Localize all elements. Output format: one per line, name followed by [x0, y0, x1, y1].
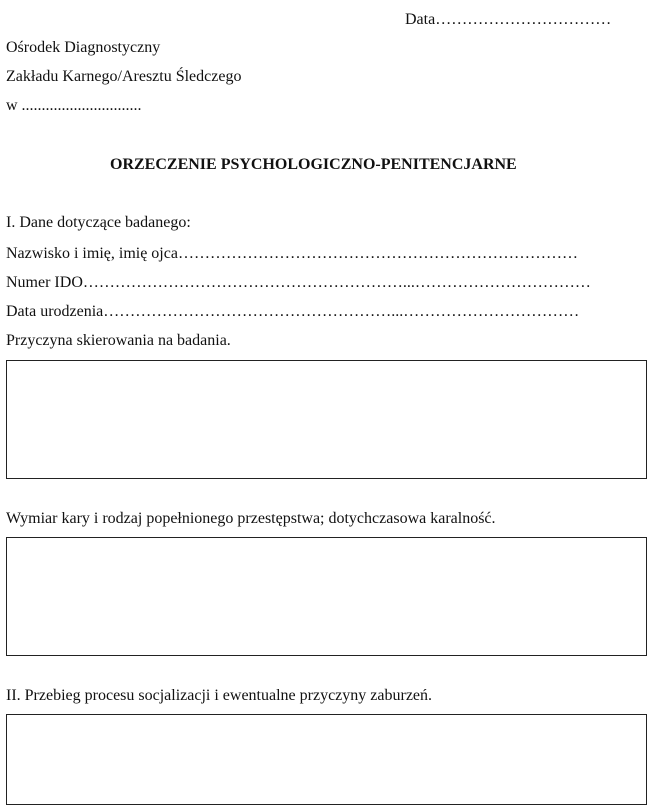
document-title: ORZECZENIE PSYCHOLOGICZNO-PENITENCJARNE [110, 156, 517, 173]
birth-date-field[interactable]: Data urodzenia………………………………………………...…………………………… [6, 303, 580, 320]
institution-name-line2: Zakładu Karnego/Aresztu Śledczego [6, 68, 242, 85]
ido-number-field[interactable]: Numer IDO……………………………………………………...…………………………… [6, 274, 591, 291]
date-field[interactable]: Data…………………………… [405, 11, 612, 28]
location-field[interactable]: w .............................. [6, 97, 142, 114]
section2-heading: II. Przebieg procesu socjalizacji i ewentualne przyczyny zaburzeń. [6, 687, 433, 704]
section1-heading: I. Dane dotyczące badanego: [6, 214, 191, 231]
socialization-process-box[interactable] [6, 714, 647, 805]
referral-reason-box[interactable] [6, 360, 647, 479]
sentence-info-box[interactable] [6, 537, 647, 656]
institution-name-line1: Ośrodek Diagnostyczny [6, 39, 161, 56]
sentence-info-label: Wymiar kary i rodzaj popełnionego przestępstwa; dotychczasowa karalność. [6, 510, 496, 527]
referral-reason-label: Przyczyna skierowania na badania. [6, 332, 231, 349]
name-field[interactable]: Nazwisko i imię, imię ojca………………………………………………………………… [6, 245, 578, 262]
